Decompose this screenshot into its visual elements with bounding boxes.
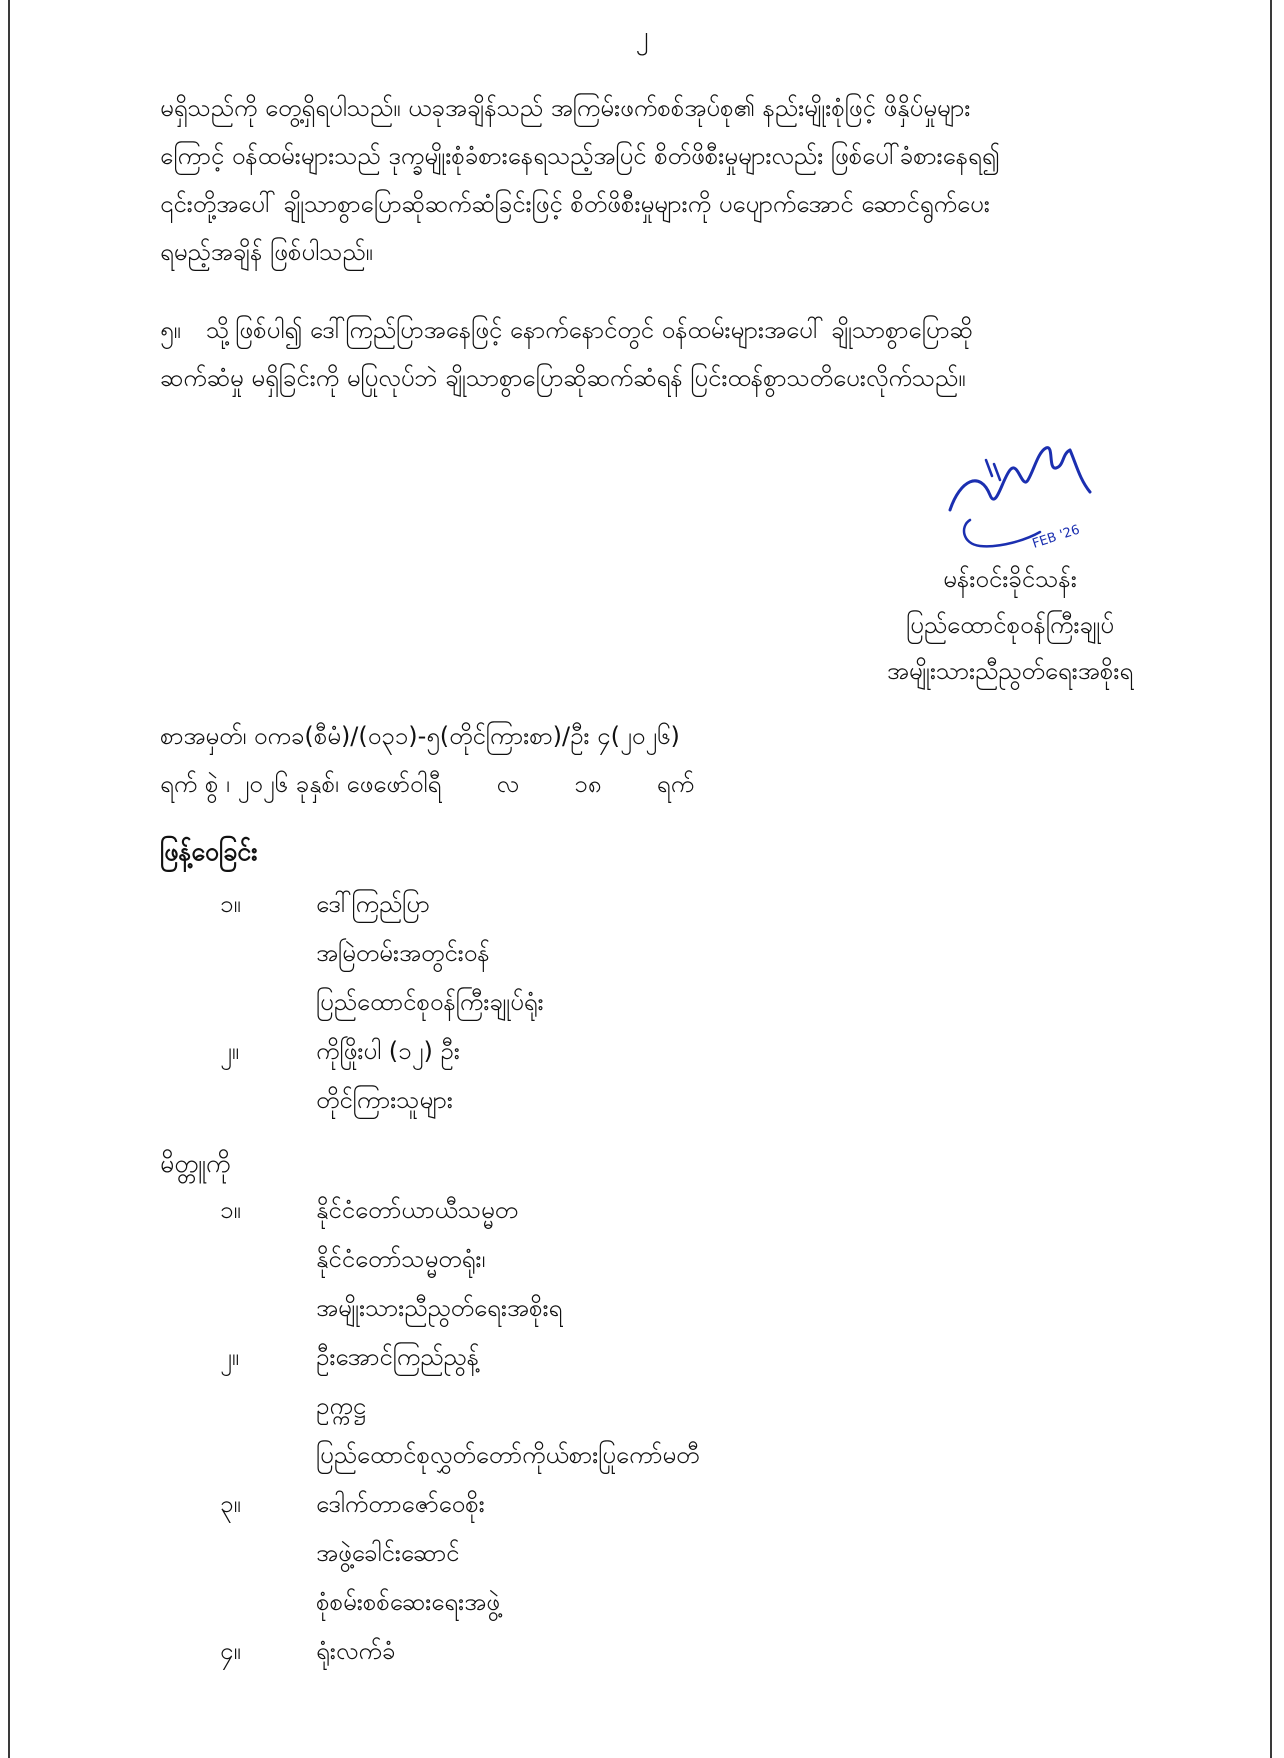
list-item [220, 1627, 699, 1676]
paragraph-5 [160, 306, 1232, 402]
list-line: ရုံးလက်ခံ [316, 1637, 396, 1665]
paragraph-number: ၅။ [160, 316, 181, 344]
list-item [220, 1333, 699, 1480]
list-item [220, 1027, 544, 1125]
page-left-edge [8, 0, 10, 1758]
paragraph-continued [160, 84, 1232, 276]
svg-text:FEB '26: FEB '26 [1030, 522, 1082, 552]
letter-number: စာအမှတ်၊ ဝကခ(စီမံ)/(ဝ၃၁)-၅(တိုင်ကြားစာ)/ဦး ၄(၂ဝ၂၆) [160, 722, 680, 750]
list-number: ၃။ [220, 1490, 241, 1518]
list-line: စုံစမ်းစစ်ဆေးရေးအဖွဲ့ [316, 1588, 500, 1616]
reference-block [160, 712, 694, 808]
list-line: အမြဲတမ်းအတွင်းဝန် [316, 939, 490, 967]
distribution-list [220, 880, 544, 1125]
copy-to-heading: မိတ္တူကို [160, 1149, 231, 1178]
list-line: ဦးအောင်ကြည်ညွန့် [316, 1343, 480, 1371]
signatory-block [820, 556, 1200, 694]
list-number: ၂။ [220, 1343, 240, 1371]
list-line: နိုင်ငံတော်သမ္မတရုံး၊ [316, 1245, 486, 1273]
date-day: ၁၈ [574, 770, 602, 798]
paragraph-line: ကြောင့် ဝန်ထမ်းများသည် ဒုက္ခမျိုးစုံခံစားနေရသည့်အပြင် စိတ်ဖိစီးမှုများလည်း ဖြစ်ပေါ်ခံစားနေရ၍ [160, 142, 1000, 170]
paragraph-line: ၎င်းတို့အပေါ် ချိုသာစွာပြောဆိုဆက်ဆံခြင်းဖြင့် စိတ်ဖိစီးမှုများကို ပပျောက်အောင် ဆောင်ရွက်ပေး [160, 190, 990, 218]
paragraph-line: ဆက်ဆံမှု မရှိခြင်းကို မပြုလုပ်ဘဲ ချိုသာစွာပြောဆိုဆက်ဆံရန် ပြင်းထန်စွာသတိပေးလိုက်သည်။ [160, 364, 966, 392]
distribution-heading: ဖြန့်ဝေခြင်း [160, 837, 258, 866]
list-line: ပြည်ထောင်စုလွှတ်တော်ကိုယ်စားပြုကော်မတီ [316, 1441, 700, 1469]
list-number: ၄။ [220, 1637, 241, 1665]
list-line: အမျိုးသားညီညွတ်ရေးအစိုးရ [316, 1294, 563, 1322]
list-line: ဒေါက်တာဇော်ဝေစိုး [316, 1490, 485, 1518]
letter-date [160, 760, 694, 808]
page-right-edge [1270, 0, 1272, 1758]
list-line: နိုင်ငံတော်ယာယီသမ္မတ [316, 1196, 519, 1224]
paragraph-line: သို့ဖြစ်ပါ၍ ဒေါ်ကြည်ပြာအနေဖြင့် နောက်နောင်တွင် ဝန်ထမ်းများအပေါ် ချိုသာစွာပြောဆို [206, 316, 973, 344]
list-number: ၂။ [220, 1037, 240, 1065]
signatory-name: မန်းဝင်းခိုင်သန်း [943, 565, 1077, 593]
list-line: ဥက္ကဋ္ဌ [316, 1392, 366, 1420]
page-number: ၂ [635, 21, 649, 51]
date-prefix: ရက် [160, 770, 198, 798]
list-number: ၁။ [220, 1196, 241, 1224]
list-item [220, 880, 544, 1027]
list-item [220, 1480, 699, 1627]
signatory-title: ပြည်ထောင်စုဝန်ကြီးချုပ် [906, 611, 1114, 639]
paragraph-first-line [160, 306, 1232, 354]
copy-to-list [220, 1186, 699, 1676]
list-line: ဒေါ်ကြည်ပြာ [316, 890, 430, 918]
signatory-organization: အမျိုးသားညီညွတ်ရေးအစိုးရ [886, 657, 1134, 685]
handwritten-signature [930, 440, 1110, 560]
list-line: တိုင်ကြားသူများ [316, 1086, 453, 1114]
date-suffix: ရက် [656, 770, 695, 798]
list-item [220, 1186, 699, 1333]
list-line: ပြည်ထောင်စုဝန်ကြီးချုပ်ရုံး [316, 988, 544, 1016]
list-number: ၁။ [220, 890, 241, 918]
date-mid: စွဲ ၊ ၂ဝ၂၆ ခုနှစ်၊ ဖေဖော်ဝါရီ [204, 770, 442, 798]
month-label: လ [496, 770, 520, 798]
paragraph-line: မရှိသည်ကို တွေ့ရှိရပါသည်။ ယခုအချိန်သည် အကြမ်းဖက်စစ်အုပ်စု၏ နည်းမျိုးစုံဖြင့် ဖိနှိပ်မှုများ [160, 94, 971, 122]
paragraph-line: ရမည့်အချိန် ဖြစ်ပါသည်။ [160, 238, 373, 266]
list-line: ကိုဖြိုးပါ (၁၂) ဦး [316, 1037, 460, 1065]
list-line: အဖွဲ့ခေါင်းဆောင် [316, 1539, 460, 1567]
